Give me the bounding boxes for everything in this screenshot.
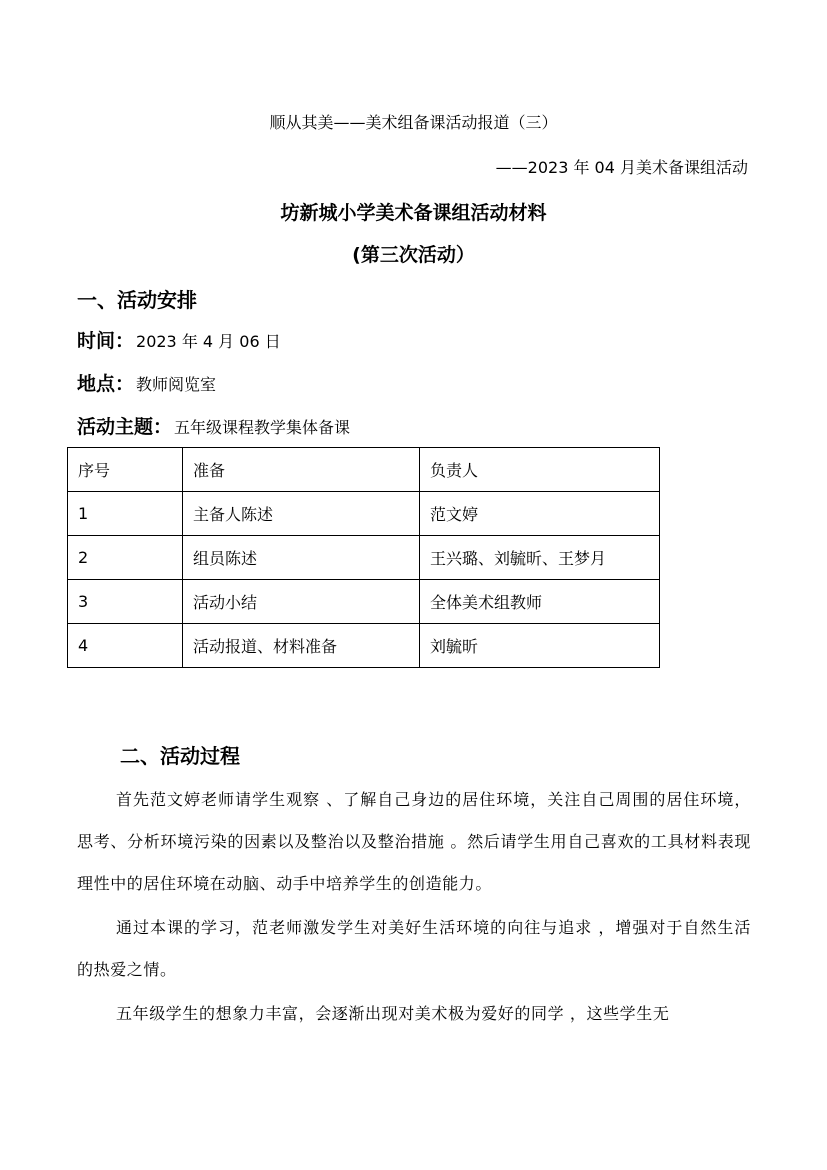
table-row (68, 492, 660, 536)
table-cell: 主备人陈述 (183, 492, 420, 536)
table-header-row (68, 448, 660, 492)
report-title: 顺从其美——美术组备课活动报道（三） (269, 113, 558, 132)
document-subtitle: (第三次活动） (352, 244, 475, 266)
table-header-cell: 负责人 (420, 448, 660, 492)
process-paragraph: 通过本课的学习，范老师激发学生对美好生活环境的向往与追求 ，增强对于自然生活的热爱之情。 (77, 918, 751, 979)
theme-label: 活动主题： (77, 416, 173, 438)
table-cell: 活动报道、材料准备 (183, 624, 420, 668)
table-cell: 范文婷 (420, 492, 660, 536)
table-cell: 4 (68, 624, 183, 668)
section-heading-arrangement: 一、活动安排 (77, 288, 197, 312)
table-cell: 组员陈述 (183, 536, 420, 580)
arrangement-table (67, 447, 660, 668)
table-row (68, 624, 660, 668)
table-cell: 2 (68, 536, 183, 580)
table-cell: 王兴璐、刘毓昕、王梦月 (420, 536, 660, 580)
document-title: 坊新城小学美术备课组活动材料 (280, 202, 547, 224)
time-row (77, 326, 281, 353)
time-value: 2023 年 4 月 06 日 (136, 332, 281, 351)
table-row (68, 580, 660, 624)
section-heading-process: 二、活动过程 (120, 744, 240, 768)
table-header-cell: 序号 (68, 448, 183, 492)
table-cell: 全体美术组教师 (420, 580, 660, 624)
process-paragraph: 五年级学生的想象力丰富，会逐渐出现对美术极为爱好的同学 ，这些学生无 (116, 1004, 670, 1023)
theme-row (77, 412, 350, 439)
process-paragraph: 首先范文婷老师请学生观察 、了解自己身边的居住环境，关注自己周围的居住环境，思考、分析环境污染的因素以及整治以及整治措施 。然后请学生用自己喜欢的工具材料表现理性中的居住环境在动脑、动手中培养学生的创造能力。 (77, 790, 751, 893)
table-cell: 活动小结 (183, 580, 420, 624)
table-header-cell: 准备 (183, 448, 420, 492)
table-cell: 1 (68, 492, 183, 536)
place-value: 教师阅览室 (136, 375, 217, 394)
table-cell: 3 (68, 580, 183, 624)
time-label: 时间： (77, 330, 135, 352)
table-cell: 刘毓昕 (420, 624, 660, 668)
report-subtitle: ——2023 年 04 月美术备课组活动 (495, 158, 748, 177)
table-row (68, 536, 660, 580)
place-label: 地点： (77, 373, 135, 395)
place-row (77, 369, 216, 396)
theme-value: 五年级课程教学集体备课 (174, 418, 351, 437)
